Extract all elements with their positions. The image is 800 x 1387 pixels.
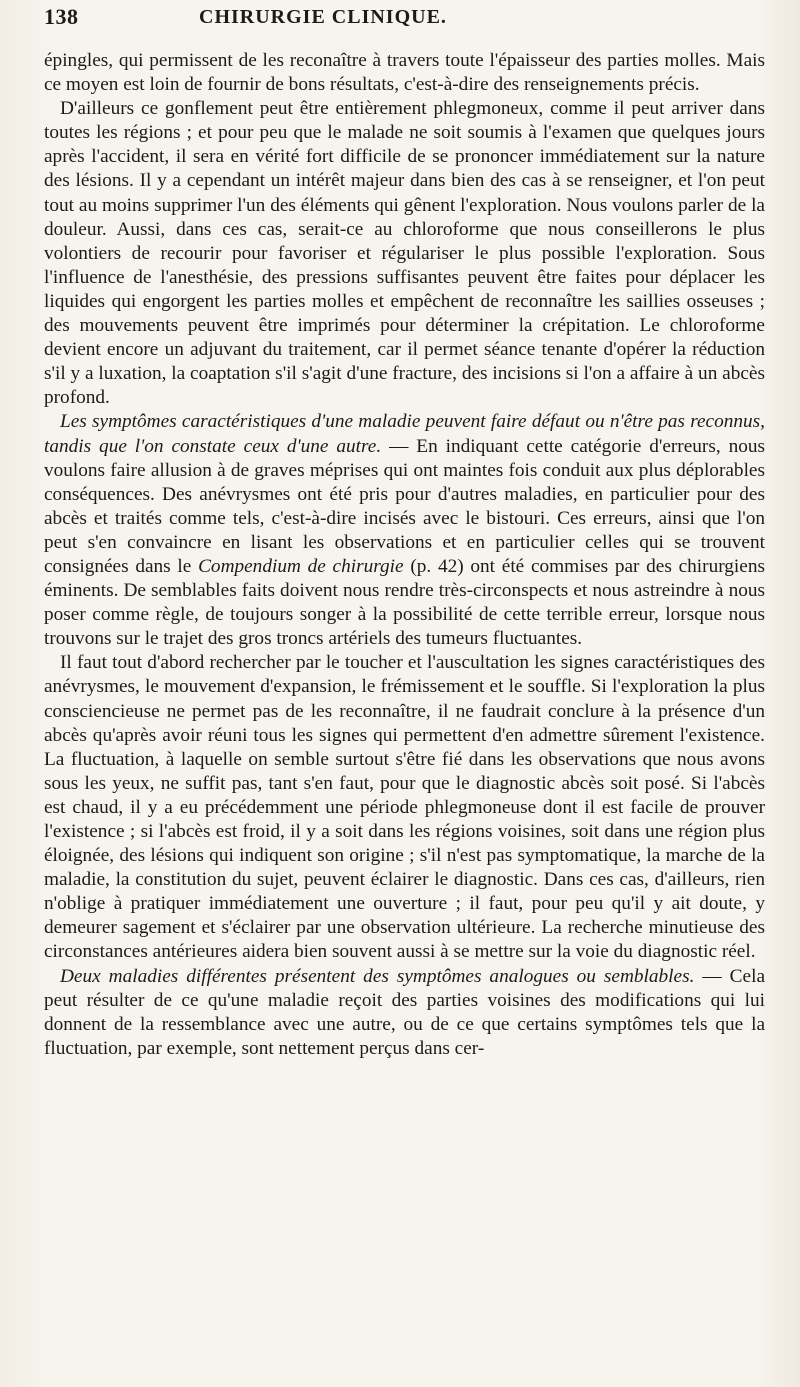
- paragraph-3: [44, 410, 765, 651]
- paragraph-5-text-1: — Cela peut résulter de ce qu'une maladie reçoit des parties voisines des modifications qui lui donnent de la ressemblance avec une autre, ou de ce que certains symptômes tels que la fluctuation, par exemple, sont nettement perçus dans cer-: [44, 965, 765, 1059]
- paragraph-4-text: Il faut tout d'abord rechercher par le toucher et l'auscultation les signes caractéristiques des anévrysmes, le mouvement d'expansion, le frémissement et le souffle. Si l'exploration la plus consciencieuse ne permet pas de les reconnaître, il ne faudrait conclure à la présence d'un abcès qu'après avoir réuni tous les signes qui permettent d'en admettre sûrement l'existence. La fluctuation, à laquelle on semble surtout s'être fié dans les observations que nous avons sous les yeux, ne suffit pas, tant s'en faut, pour que le diagnostic abcès soit posé. Si l'abcès est chaud, il y a eu précédemment une période phlegmoneuse dont il est facile de prouver l'existence ; si l'abcès est froid, il y a soit dans les régions voisines, soit dans une région plus éloignée, des lésions qui indiquent son origine ; s'il n'est pas symptomatique, la marche de la maladie, la constitution du sujet, peuvent éclairer le diagnostic. Dans ces cas, d'ailleurs, rien n'oblige à pratiquer immédiatement une ouverture ; il faut, pour peu qu'il y ait doute, y demeurer sagement et s'éclairer par une observation ultérieure. La recherche minutieuse des circonstances antérieures aidera bien souvent aussi à se mettre sur la voie du diagnostic réel.: [44, 652, 765, 963]
- paragraph-3-italic-heading: Les symptômes caractéristiques d'une maladie peuvent faire défaut ou n'être pas reconnus, tandis que l'on constate ceux d'une autre.: [44, 411, 765, 457]
- page-body: [44, 49, 765, 1061]
- paragraph-2: [44, 97, 765, 410]
- paragraph-5: [44, 965, 765, 1061]
- paragraph-5-italic-heading: Deux maladies différentes présentent des symptômes analogues ou semblables.: [60, 965, 695, 987]
- paragraph-3-text-1: — En indiquant cette catégorie d'erreurs, nous voulons faire allusion à de graves méprises qui ont maintes fois conduit aux plus déplorables conséquences. Des anévrysmes ont été pris pour d'autres maladies, en particulier pour des abcès et traités comme tels, c'est-à-dire incisés avec le bistouri. Ces erreurs, ainsi que l'on peut s'en convaincre en lisant les observations et en particulier celles qui se trouvent consignées dans le: [44, 435, 766, 577]
- page-header: [44, 2, 756, 36]
- paragraph-2-text: D'ailleurs ce gonflement peut être entièrement phlegmoneux, comme il peut arriver dans toutes les régions ; et pour peu que le malade ne soit soumis à l'examen que quelques jours après l'accident, il sera en vérité fort difficile de se prononcer immédiatement sur la nature des lésions. Il y a cependant un intérêt majeur dans bien des cas à se renseigner, et l'on peut tout au moins supprimer l'un des éléments qui gênent l'exploration. Nous voulons parler de la douleur. Aussi, dans ces cas, serait-ce au chloroforme que nous conseillerons le plus volontiers de recourir pour favoriser et régulariser le plus possible l'exploration. Sous l'influence de l'anesthésie, des pressions suffisantes peuvent être faites pour déplacer les liquides qui engorgent les parties molles et empêchent de reconnaître les saillies osseuses ; des mouvements peuvent être imprimés pour déterminer la crépitation. Le chloroforme devient encore un adjuvant du traitement, car il permet séance tenante d'opérer la réduction s'il y a luxation, la coaptation s'il s'agit d'une fracture, des incisions si l'on a affaire à un abcès profond.: [44, 98, 765, 409]
- paragraph-1-text: épingles, qui permissent de les reconaître à travers toute l'épaisseur des parties molles. Mais ce moyen est loin de fournir de bons résultats, c'est-à-dire des renseignements précis.: [44, 50, 765, 96]
- paragraph-4: [44, 651, 765, 964]
- paragraph-1: [44, 49, 765, 97]
- paragraph-3-italic-title: Compendium de chirurgie: [198, 555, 404, 577]
- page-number: 138: [44, 4, 79, 29]
- running-head: CHIRURGIE CLINIQUE.: [199, 6, 447, 28]
- paragraph-3-text-2: (p. 42) ont été commises par des chirurgiens éminents. De semblables faits doivent nous rendre très-circonspects et nous astreindre à nous poser comme règle, de toujours songer à la possibilité de cette terrible erreur, lorsque nous trouvons sur le trajet des gros troncs artériels des tumeurs fluctuantes.: [44, 555, 765, 650]
